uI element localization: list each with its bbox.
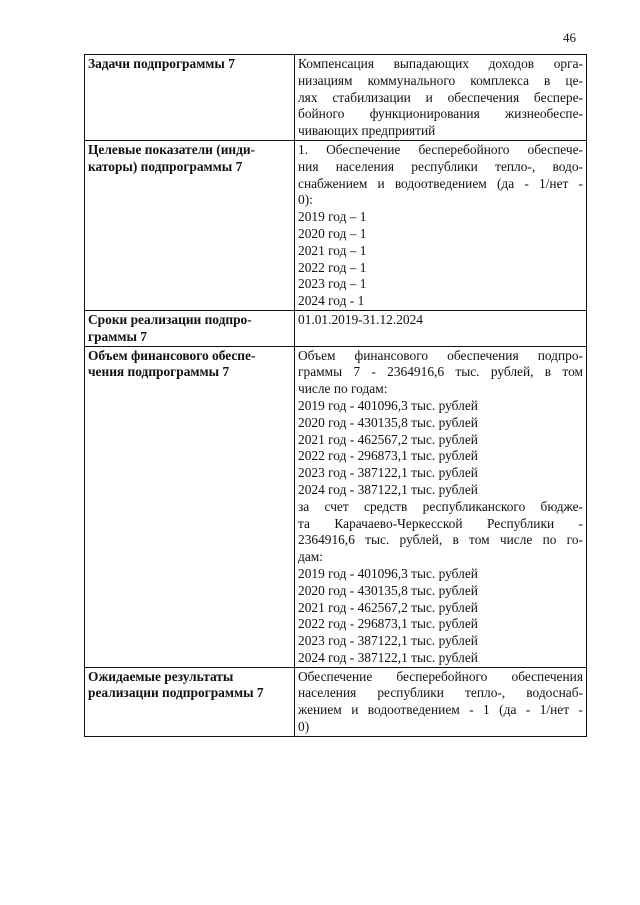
passport-table-body [85,55,587,737]
row-content-line: 2364916,6 тыс. рублей, в том числе по го- [298,532,583,548]
row-label-cell [85,55,295,141]
row-content-line: 2024 год - 1 [298,293,365,309]
row-content-line: Обеспечение бесперебойного обеспечения [298,668,583,684]
row-label-line: Сроки реализации подпро- [88,311,252,327]
row-content-line: 2022 год - 296873,1 тыс. рублей [298,448,478,464]
row-content-line: Компенсация выпадающих доходов орга- [298,56,583,71]
row-content-line: жением и водоотведением - 1 (да - 1/нет - [298,702,583,718]
row-content-cell [295,346,587,667]
row-content-line: бойного функционирования жизнеобеспе- [298,106,583,122]
row-content-line: 2023 год - 387122,1 тыс. рублей [298,465,478,481]
row-content-line: граммы 7 - 2364916,6 тыс. рублей, в том [298,364,583,380]
row-content-line: 0) [298,719,310,735]
row-content-cell [295,667,587,736]
row-content-line: числе по годам: [298,381,388,397]
row-content-line: 2020 год – 1 [298,225,367,241]
row-content-line: та Карачаево-Черкесской Республики - [298,515,583,531]
row-label-line: граммы 7 [88,328,147,344]
row-content-line: 1. Обеспечение бесперебойного обеспече- [298,141,583,157]
row-label-line: Задачи подпрограммы 7 [88,56,235,71]
row-content-cell [295,310,587,346]
table-row-target-indicators [85,140,587,310]
row-content-line: 2020 год - 430135,8 тыс. рублей [298,414,478,430]
row-content-line: 0): [298,192,313,208]
row-label-line: реализации подпрограммы 7 [88,685,264,701]
row-content-line: 2023 год – 1 [298,276,367,292]
row-content-line: 2022 год – 1 [298,259,367,275]
row-label-cell [85,310,295,346]
row-content-line: дам: [298,549,323,565]
row-label-line: Объем финансового обеспе- [88,347,256,363]
row-content-line: ния населения республики тепло-, водо- [298,158,583,174]
row-content-line: низациям коммунального комплекса в це- [298,72,583,88]
row-content-line: 01.01.2019-31.12.2024 [298,311,423,327]
row-content-line: 2021 год - 462567,2 тыс. рублей [298,431,478,447]
row-label-cell [85,667,295,736]
row-content-line: снабжением и водоотведением (да - 1/нет - [298,175,583,191]
row-content-line: 2019 год - 401096,3 тыс. рублей [298,565,478,581]
row-label-cell [85,346,295,667]
row-content-line: 2019 год - 401096,3 тыс. рублей [298,397,478,413]
row-content-line: лях стабилизации и обеспечения беспере- [298,89,583,105]
row-content-line: 2024 год - 387122,1 тыс. рублей [298,649,478,665]
row-content-cell [295,140,587,310]
row-content-line: 2020 год - 430135,8 тыс. рублей [298,582,478,598]
row-content-cell [295,55,587,141]
row-content-line: 2019 год – 1 [298,209,367,225]
table-row-tasks [85,55,587,141]
row-content-line: чивающих предприятий [298,123,436,139]
row-label-line: каторы) подпрограммы 7 [88,158,243,174]
row-content-line: населения республики тепло-, водоснаб- [298,685,583,701]
row-content-line: 2022 год - 296873,1 тыс. рублей [298,616,478,632]
row-label-line: чения подпрограммы 7 [88,364,230,380]
row-content-line: 2023 год - 387122,1 тыс. рублей [298,633,478,649]
table-row-implementation-period [85,310,587,346]
row-label-line: Ожидаемые результаты [88,668,234,684]
page-number: 46 [563,30,576,45]
table-row-expected-results [85,667,587,736]
row-label-cell [85,140,295,310]
table-row-funding-volume [85,346,587,667]
row-content-line: 2021 год - 462567,2 тыс. рублей [298,599,478,615]
row-label-line: Целевые показатели (инди- [88,141,256,157]
row-content-line: за счет средств республиканского бюдже- [298,498,583,514]
row-content-line: 2021 год – 1 [298,242,367,258]
row-content-line: 2024 год - 387122,1 тыс. рублей [298,481,478,497]
subprogram-passport-table [84,54,587,737]
row-content-line: Объем финансового обеспечения подпро- [298,347,583,363]
